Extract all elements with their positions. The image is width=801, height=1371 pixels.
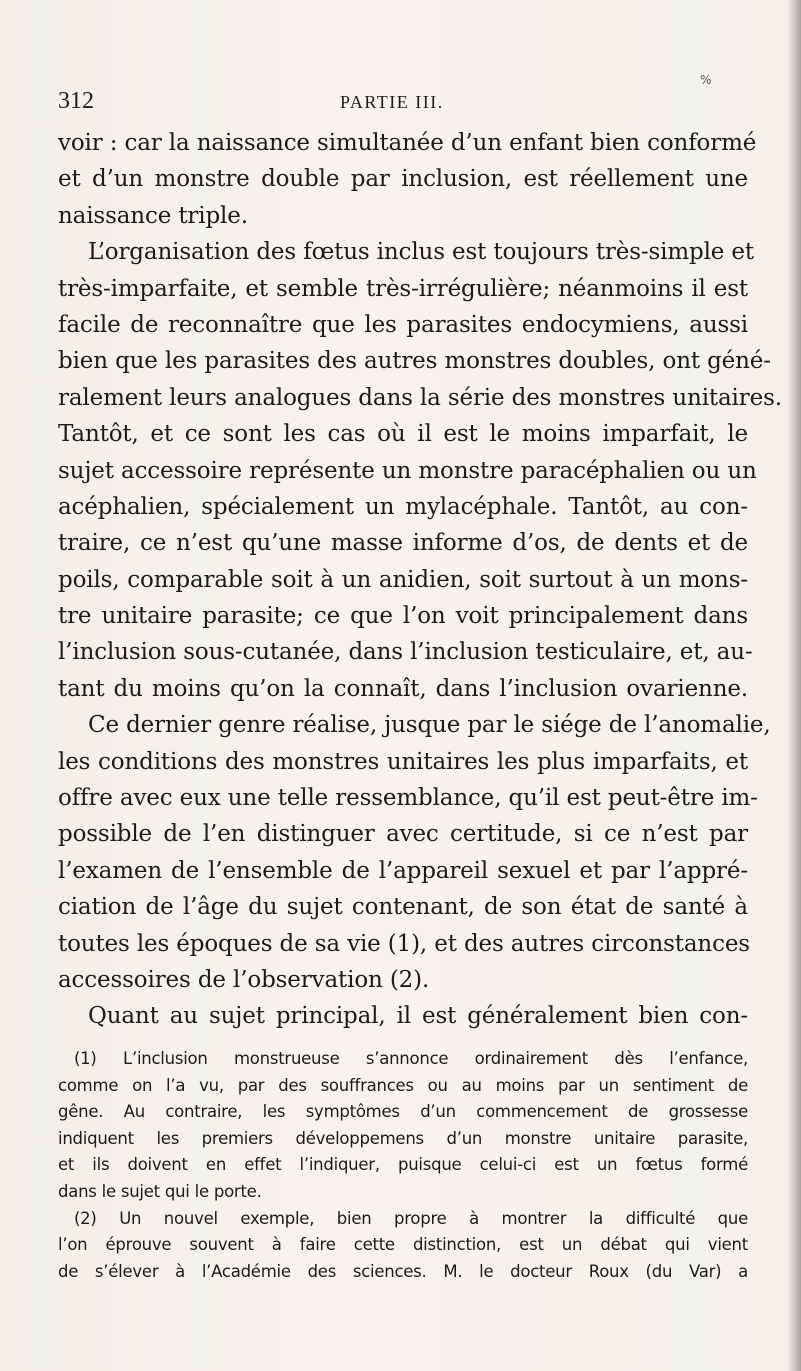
text-line: bien que les parasites des autres monstres doubles, ont géné- <box>58 348 771 375</box>
corner-mark: % <box>700 73 712 87</box>
text-line: naissance triple. <box>58 202 248 229</box>
text-line: et d’un monstre double par inclusion, est réellement une <box>58 166 748 193</box>
text-line: ciation de l’âge du sujet contenant, de son état de santé à <box>58 894 748 921</box>
text-line: accessoires de l’observation (2). <box>58 966 430 993</box>
footnote-line: dans le sujet qui le porte. <box>58 1181 262 1201</box>
text-line: l’inclusion sous-cutanée, dans l’inclusion testiculaire, et, au- <box>58 639 753 666</box>
text-line: ralement leurs analogues dans la série des monstres unitaires. <box>58 384 782 411</box>
text-line: tant du moins qu’on la connaît, dans l’inclusion ovarienne. <box>58 675 748 702</box>
text-line: sujet accessoire représente un monstre paracéphalien ou un <box>58 457 757 484</box>
text-line: acéphalien, spécialement un mylacéphale. Tantôt, au con- <box>58 493 748 520</box>
text-line: voir : car la naissance simultanée d’un enfant bien conformé <box>58 130 757 156</box>
text-line: L’organisation des fœtus inclus est toujours très-simple et <box>88 239 754 266</box>
text-line: offre avec eux une telle ressemblance, qu’il est peut-être im- <box>58 785 758 812</box>
text-line: Ce dernier genre réalise, jusque par le siége de l’anomalie, <box>88 712 771 739</box>
footnote-line: indiquent les premiers développemens d’un monstre unitaire parasite, <box>58 1128 748 1148</box>
footnote-line: et ils doivent en effet l’indiquer, puisque celui-ci est un fœtus formé <box>58 1155 748 1175</box>
page-edge-shadow <box>787 0 801 1371</box>
text-line: Quant au sujet principal, il est généralement bien con- <box>88 1003 748 1030</box>
page-number: 312 <box>58 88 94 114</box>
text-line: très-imparfaite, et semble très-irrégulière; néanmoins il est <box>58 275 748 302</box>
footnote-line: gêne. Au contraire, les symptômes d’un commencement de grossesse <box>58 1102 748 1122</box>
text-line: toutes les époques de sa vie (1), et des autres circonstances <box>58 930 750 957</box>
text-line: Tantôt, et ce sont les cas où il est le moins imparfait, le <box>58 421 748 448</box>
text-line: les conditions des monstres unitaires les plus imparfaits, et <box>58 748 748 775</box>
footnote-line: l’on éprouve souvent à faire cette distinction, est un débat qui vient <box>58 1235 748 1255</box>
text-line: l’examen de l’ensemble de l’appareil sexuel et par l’appré- <box>58 857 748 884</box>
text-line: possible de l’en distinguer avec certitude, si ce n’est par <box>58 821 748 848</box>
page-header <box>58 88 748 118</box>
running-head: PARTIE III. <box>340 92 444 112</box>
footnote-line: de s’élever à l’Académie des sciences. M. le docteur Roux (du Var) a <box>58 1261 748 1281</box>
text-line: poils, comparable soit à un anidien, soit surtout à un mons- <box>58 566 748 593</box>
main-text <box>58 125 782 1035</box>
footnotes <box>58 1046 748 1285</box>
footnote-line: (2) Un nouvel exemple, bien propre à montrer la difficulté que <box>74 1208 748 1228</box>
text-line: traire, ce n’est qu’une masse informe d’os, de dents et de <box>58 530 748 557</box>
text-line: tre unitaire parasite; ce que l’on voit principalement dans <box>58 603 748 630</box>
footnote-line: (1) L’inclusion monstrueuse s’annonce ordinairement dès l’enfance, <box>74 1049 748 1068</box>
text-line: facile de reconnaître que les parasites endocymiens, aussi <box>58 311 748 338</box>
footnote-line: comme on l’a vu, par des souffrances ou au moins par un sentiment de <box>58 1075 748 1095</box>
